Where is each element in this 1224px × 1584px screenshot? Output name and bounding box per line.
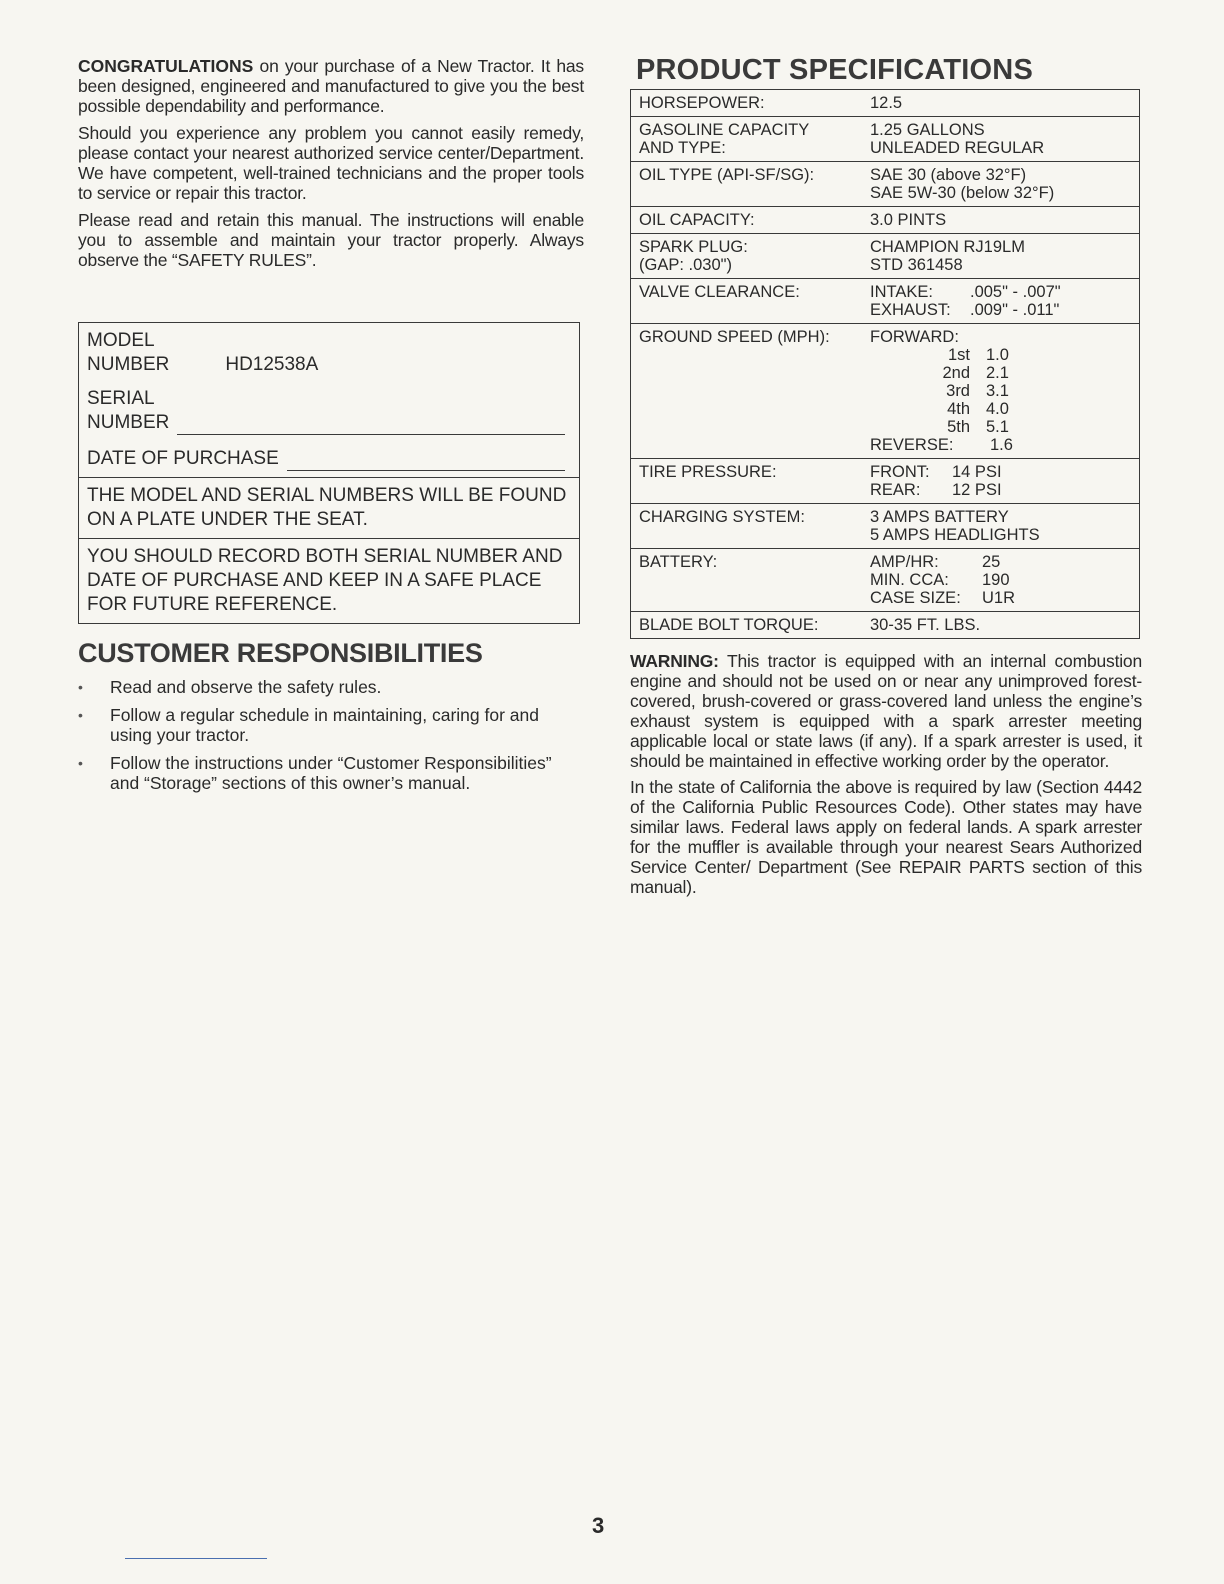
spec-value: [870, 283, 1131, 319]
gear-speed: 4.0: [986, 400, 1009, 418]
reverse-row: [870, 436, 1131, 454]
exhaust-value: .009" - .011": [970, 301, 1060, 319]
spec-label-line: AND TYPE:: [639, 139, 726, 157]
spec-label: [639, 238, 870, 274]
model-number-label: NUMBER: [87, 354, 170, 375]
spec-label: HORSEPOWER:: [639, 94, 765, 112]
spec-row-horsepower: [631, 90, 1139, 117]
congratulations-lead: CONGRATULATIONS: [78, 56, 254, 76]
intro-paragraph-3: Please read and retain this manual. The instructions will enable you to assemble and maintain your tractor properly. Always observe the “SAFETY RULES”.: [78, 210, 584, 270]
forward-label: FORWARD:: [870, 328, 959, 346]
spec-value: [870, 553, 1131, 607]
date-of-purchase-field[interactable]: [287, 452, 565, 471]
page-number: 3: [592, 1513, 605, 1538]
spec-label: OIL CAPACITY:: [639, 211, 755, 229]
warning-paragraph-2: In the state of California the above is required by law (Section 4442 of the California Public Resources Code). Other states may have similar laws. Federal laws apply on federal lands. A spark arrester for the muffler is available through your nearest Sears Authorized Service Center/ Department (See REPAIR PARTS section of this manual).: [630, 777, 1142, 897]
spec-label: CHARGING SYSTEM:: [639, 508, 805, 526]
gear-speed: 5.1: [986, 418, 1009, 436]
gear-speed-list: [870, 346, 1131, 436]
amphr-value: 25: [982, 553, 1001, 571]
intro-paragraph-2: Should you experience any problem you cannot easily remedy, please contact your nearest authorized service center/Department. We have competent, well-trained technicians and the proper tools to service or repair this tractor.: [78, 123, 584, 203]
spec-value: 3.0 PINTS: [870, 211, 947, 229]
spec-label: OIL TYPE (API-SF/SG):: [639, 166, 815, 184]
spec-row-oil-capacity: [631, 207, 1139, 234]
spec-value: [870, 463, 1131, 499]
spec-label: VALVE CLEARANCE:: [639, 283, 800, 301]
spec-label: BATTERY:: [639, 553, 718, 571]
gear-label: 1st: [947, 346, 970, 364]
model-number-section: [79, 323, 579, 478]
rear-label: REAR:: [870, 481, 921, 499]
product-specifications-heading: PRODUCT SPECIFICATIONS: [636, 54, 1033, 86]
warning-paragraph-1: [630, 651, 1142, 771]
date-of-purchase-label: DATE OF PURCHASE: [87, 448, 279, 469]
spec-row-gasoline: [631, 117, 1139, 162]
spec-label: TIRE PRESSURE:: [639, 463, 777, 481]
spec-value-line: 1.25 GALLONS: [870, 121, 985, 139]
gear-label: 2nd: [942, 364, 970, 382]
gear-speed: 3.1: [986, 382, 1009, 400]
intake-label: INTAKE:: [870, 283, 933, 301]
list-item-text: Read and observe the safety rules.: [110, 677, 382, 697]
warning-label: WARNING:: [630, 651, 719, 671]
front-value: 14 PSI: [952, 463, 1002, 481]
warning-paragraph-1-text: This tractor is equipped with an internal combustion engine and should not be used on or near any unimproved forest-covered, brush-covered or grass-covered land unless the engine’s exhaust system is equipped with a spark arrester meeting applicable local or state laws (if any). If a spark arrester is used, it should be maintained in effective working order by the operator.: [630, 651, 1142, 771]
model-serial-box: [78, 322, 580, 624]
list-item-text: Follow a regular schedule in maintaining, caring for and using your tractor.: [110, 705, 539, 745]
spec-label: BLADE BOLT TORQUE:: [639, 616, 819, 634]
warning-section: [630, 651, 1142, 897]
case-size-value: U1R: [982, 589, 1016, 607]
amphr-label: AMP/HR:: [870, 553, 939, 571]
bullet-icon: •: [78, 707, 83, 723]
footer-divider: [125, 1558, 267, 1559]
intro-paragraph-1: [78, 56, 584, 116]
gear-speed: 1.0: [986, 346, 1009, 364]
responsibilities-list: [78, 677, 584, 793]
spec-value: 12.5: [870, 94, 903, 112]
list-item: [78, 705, 584, 745]
cca-value: 190: [982, 571, 1010, 589]
bullet-icon: •: [78, 755, 83, 771]
model-label: MODEL: [87, 330, 155, 351]
list-item-text: Follow the instructions under “Customer Responsibilities” and “Storage” sections of this owner’s manual.: [110, 753, 552, 793]
spec-value: 30-35 FT. LBS.: [870, 616, 981, 634]
intro-section: [78, 56, 584, 270]
spec-value-line: 5 AMPS HEADLIGHTS: [870, 526, 1040, 544]
spec-value-line: SAE 5W-30 (below 32°F): [870, 184, 1055, 202]
spec-row-valve-clearance: [631, 279, 1139, 324]
spec-label-line: (GAP: .030"): [639, 256, 732, 274]
spec-value-line: CHAMPION RJ19LM: [870, 238, 1025, 256]
exhaust-label: EXHAUST:: [870, 301, 951, 319]
spec-value-line: STD 361458: [870, 256, 963, 274]
spec-label-line: GASOLINE CAPACITY: [639, 121, 810, 139]
left-column: [78, 56, 584, 801]
plate-location-note: THE MODEL AND SERIAL NUMBERS WILL BE FOUND ON A PLATE UNDER THE SEAT.: [79, 478, 579, 539]
customer-responsibilities-heading: CUSTOMER RESPONSIBILITIES: [78, 638, 483, 668]
spec-row-oil-type: [631, 162, 1139, 207]
spec-label-line: SPARK PLUG:: [639, 238, 748, 256]
cca-label: MIN. CCA:: [870, 571, 949, 589]
spec-value: [870, 121, 1131, 157]
spec-label: [639, 121, 870, 157]
list-item: [78, 753, 584, 793]
serial-number-label: NUMBER: [87, 412, 170, 433]
spec-label: GROUND SPEED (MPH):: [639, 328, 830, 346]
intake-value: .005" - .007": [970, 283, 1061, 301]
specifications-table: [630, 89, 1140, 639]
bullet-icon: •: [78, 679, 83, 695]
serial-label: SERIAL: [87, 388, 155, 409]
list-item: [78, 677, 584, 697]
spec-value-line: 3 AMPS BATTERY: [870, 508, 1009, 526]
spec-row-spark-plug: [631, 234, 1139, 279]
reverse-value: 1.6: [990, 436, 1013, 454]
spec-value: [870, 238, 1131, 274]
spec-value: [870, 166, 1131, 202]
spec-row-ground-speed: [631, 324, 1139, 459]
spec-value-line: UNLEADED REGULAR: [870, 139, 1045, 157]
spec-value: [870, 508, 1131, 544]
gear-speed: 2.1: [986, 364, 1009, 382]
spec-row-blade-torque: [631, 612, 1139, 638]
gear-label: 3rd: [946, 382, 970, 400]
model-number-value: HD12538A: [225, 354, 319, 375]
reverse-label: REVERSE:: [870, 436, 954, 454]
rear-value: 12 PSI: [952, 481, 1002, 499]
front-label: FRONT:: [870, 463, 930, 481]
spec-row-tire-pressure: [631, 459, 1139, 504]
spec-row-battery: [631, 549, 1139, 612]
gear-label: 5th: [947, 418, 970, 436]
serial-number-field[interactable]: [177, 416, 565, 435]
gear-label: 4th: [947, 400, 970, 418]
spec-value-line: SAE 30 (above 32°F): [870, 166, 1027, 184]
case-size-label: CASE SIZE:: [870, 589, 961, 607]
intro-paragraph-1-text: on your purchase of a New Tractor. It has been designed, engineered and manufactured to give you the best possible dependability and performance.: [78, 56, 584, 116]
right-column: [630, 54, 1142, 903]
spec-value: [870, 328, 1131, 454]
spec-row-charging: [631, 504, 1139, 549]
record-note: YOU SHOULD RECORD BOTH SERIAL NUMBER AND DATE OF PURCHASE AND KEEP IN A SAFE PLACE FOR FUTURE REFERENCE.: [87, 546, 563, 615]
